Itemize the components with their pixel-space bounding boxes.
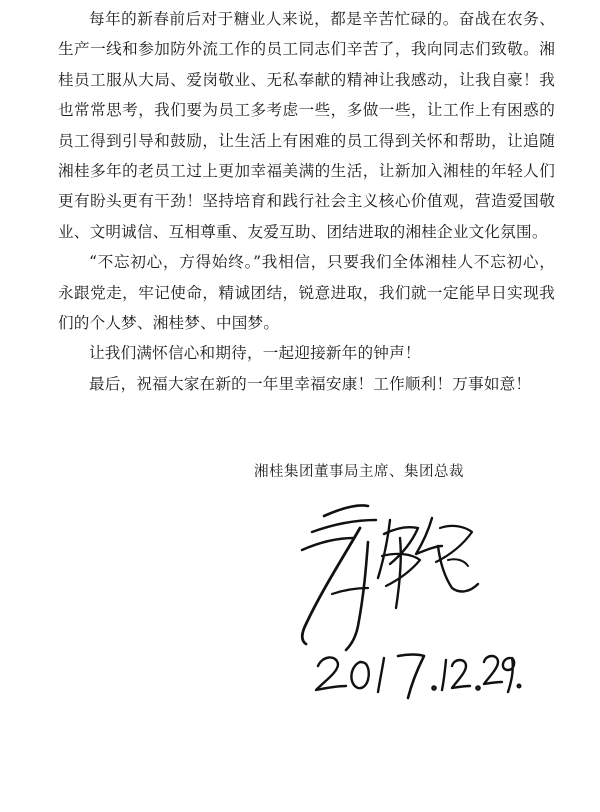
signer-title: 湘桂集团董事局主席、集团总裁 bbox=[254, 464, 464, 480]
letter-paragraph-4: 最后，祝福大家在新的一年里幸福安康！工作顺利！万事如意！ bbox=[89, 374, 532, 393]
letter-paragraph-3: 让我们满怀信心和期待，一起迎接新年的钟声！ bbox=[89, 344, 421, 363]
letter-paragraph-1: 每年的新春前后对于糖业人来说，都是辛苦忙碌的。奋战在农务、生产一线和参加防外流工作的员工同志们辛苦了，我向同志们致敬。湘桂员工服从大局、爱岗敬业、无私奉献的精神让我感动，让我自豪！我也常常思考，我们要为员工多考虑一些，多做一些，让工作上有困惑的员工得到引导和鼓励，让生活上有困难的员工得到关怀和帮助，让追随湘桂多年的老员工过上更加幸福美满的生活，让新加入湘桂的年轻人们更有盼头更有干劲！坚持培育和践行社会主义核心价值观，营造爱国敬业、文明诚信、互相尊重、友爱互助、团结进取的湘桂企业文化氛围。 bbox=[58, 10, 555, 241]
handwritten-signature bbox=[272, 498, 482, 658]
handwritten-date bbox=[312, 640, 522, 700]
letter-paragraph-2: “不忘初心，方得始终。”我相信，只要我们全体湘桂人不忘初心，永跟党走，牢记使命，精诚团结，锐意进取，我们就一定能早日实现我们的个人梦、湘桂梦、中国梦。 bbox=[58, 253, 555, 333]
letter-body bbox=[58, 4, 555, 399]
